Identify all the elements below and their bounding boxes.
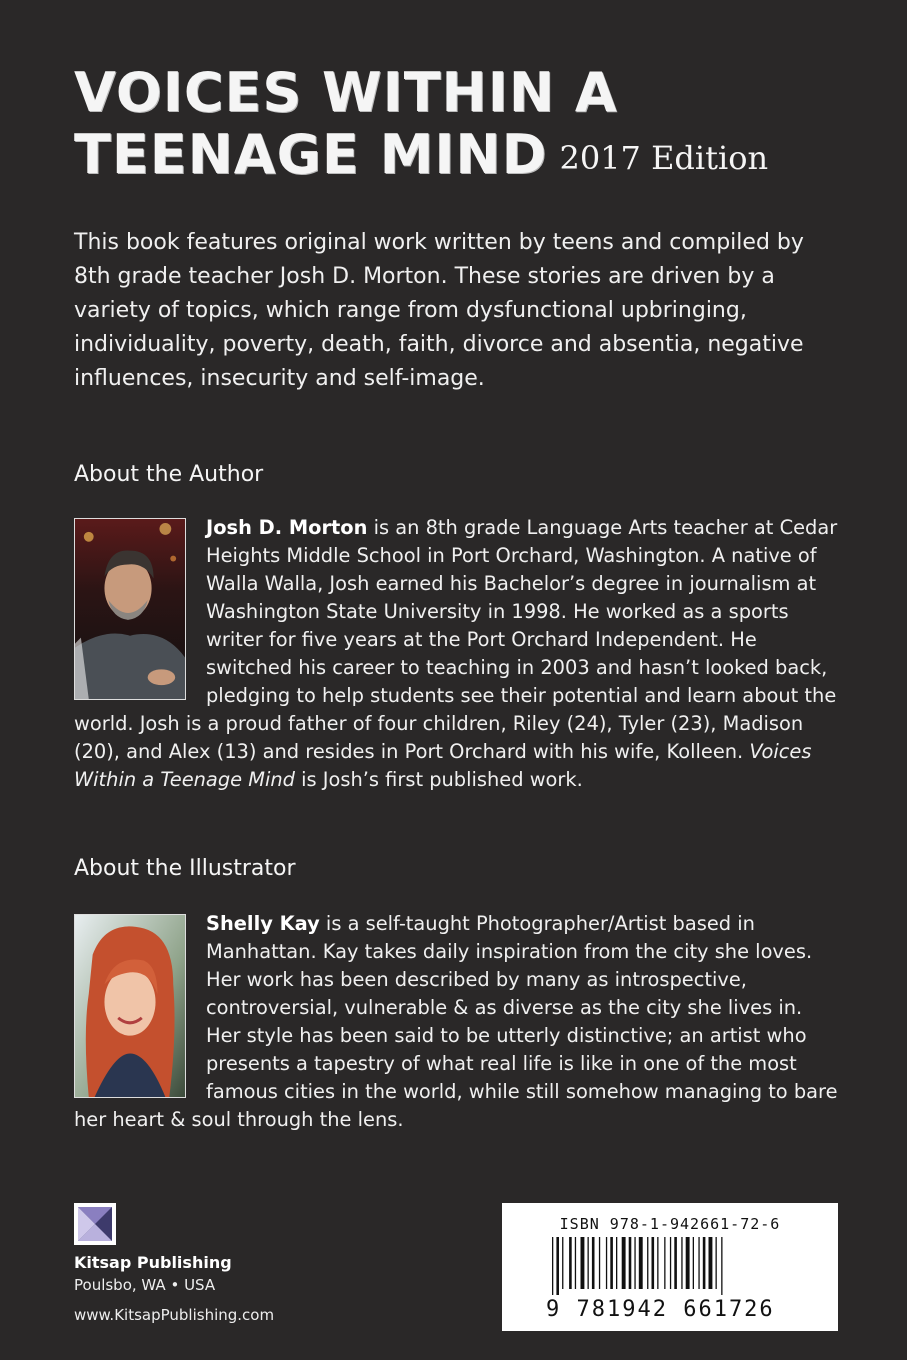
author-bio-ending: is Josh’s first published work. (294, 768, 583, 791)
isbn-label: ISBN 978-1-942661-72-6 (559, 1215, 781, 1233)
illustrator-bio (74, 910, 838, 1134)
barcode-bar (647, 1237, 648, 1289)
publisher-url: www.KitsapPublishing.com (74, 1306, 275, 1324)
barcode-bar (709, 1237, 713, 1289)
title-line-2-row (74, 124, 854, 189)
illustrator-bio-text: is a self-taught Photographer/Artist based in Manhattan. Kay takes daily inspiration from the city she loves. Her work has been described by many as introspective, controversial, vulnerable & as diverse as the city she lives in. Her style has been said to be utterly distinctive; an artist who presents a tapestry of what real life is like in one of the most famous cities in the world, while still somehow managing to bare her heart & soul through the lens. (74, 912, 838, 1131)
barcode-digits: 9 781942 661726 (546, 1297, 775, 1322)
publisher-name: Kitsap Publishing (74, 1253, 232, 1272)
title-line-2: TEENAGE MIND (74, 123, 548, 186)
book-title-italic: Voices Within a Teenage Mind (74, 740, 812, 791)
barcode-bar (581, 1237, 585, 1289)
barcode-bar (698, 1237, 699, 1289)
barcode-bar (686, 1237, 690, 1289)
barcode-bar (592, 1237, 595, 1289)
barcode-bar (610, 1237, 613, 1289)
barcode-bar (575, 1237, 576, 1289)
title-line-1: VOICES WITHIN A (74, 61, 618, 124)
barcode-bar (552, 1237, 553, 1295)
barcode-bar (716, 1237, 717, 1289)
book-description: This book features original work written by teens and compiled by 8th grade teacher Josh D. Morton. These stories are driven by a variety of topics, which range from dysfunctional upbringing, individuality, poverty, death, faith, divorce and absentia, negative influences, insecurity and self-image. (74, 230, 804, 391)
barcode-bar (599, 1237, 600, 1289)
barcode-bar (657, 1237, 658, 1289)
barcode-bar (681, 1237, 682, 1289)
barcode-bar (639, 1237, 643, 1289)
author-bio-text: is an 8th grade Language Arts teacher at Cedar Heights Middle School in Port Orchard, Washington. A native of Walla Walla, Josh earned his Bachelor’s degree in journalism at Washington State University in 1998. He worked as a sports writer for five years at the Port Orchard Independent. He switched his career to teaching in 2003 and hasn’t looked back, pledging to help students see their potential and learn about the world. Josh is a proud father of four children, Riley (24), Tyler (23), Madison (20), and Alex (13) and resides in Port Orchard with his wife, Kolleen. (74, 516, 838, 763)
barcode-bar (670, 1237, 671, 1289)
edition-label: 2017 Edition (559, 139, 769, 177)
kitsap-logo-icon (74, 1203, 116, 1245)
publisher-info (74, 1203, 274, 1324)
author-bio (74, 514, 838, 794)
barcode-bar (721, 1237, 722, 1295)
barcode-bar (664, 1237, 665, 1289)
barcode-bar (588, 1237, 589, 1289)
illustrator-photo (74, 914, 186, 1098)
publisher-location: Poulsbo, WA • USA (74, 1276, 216, 1294)
illustrator-name: Shelly Kay (206, 912, 320, 935)
barcode-bar (693, 1237, 694, 1289)
barcode-bar (652, 1237, 655, 1289)
isbn-barcode (502, 1203, 838, 1331)
barcode-bar (569, 1237, 572, 1289)
barcode-bar (703, 1237, 706, 1289)
barcode-bar (616, 1237, 617, 1289)
book-title (74, 62, 854, 189)
barcode-bar (634, 1237, 635, 1289)
author-photo (74, 518, 186, 700)
author-name: Josh D. Morton (206, 516, 368, 539)
barcode-bar (674, 1237, 677, 1289)
barcode-bars (552, 1237, 788, 1295)
illustrator-heading: About the Illustrator (74, 856, 296, 881)
barcode-bar (556, 1237, 559, 1295)
barcode-bar (562, 1237, 563, 1289)
author-heading: About the Author (74, 462, 264, 487)
barcode-bar (622, 1237, 626, 1289)
barcode-bar (629, 1237, 632, 1289)
barcode-bar (606, 1237, 607, 1289)
